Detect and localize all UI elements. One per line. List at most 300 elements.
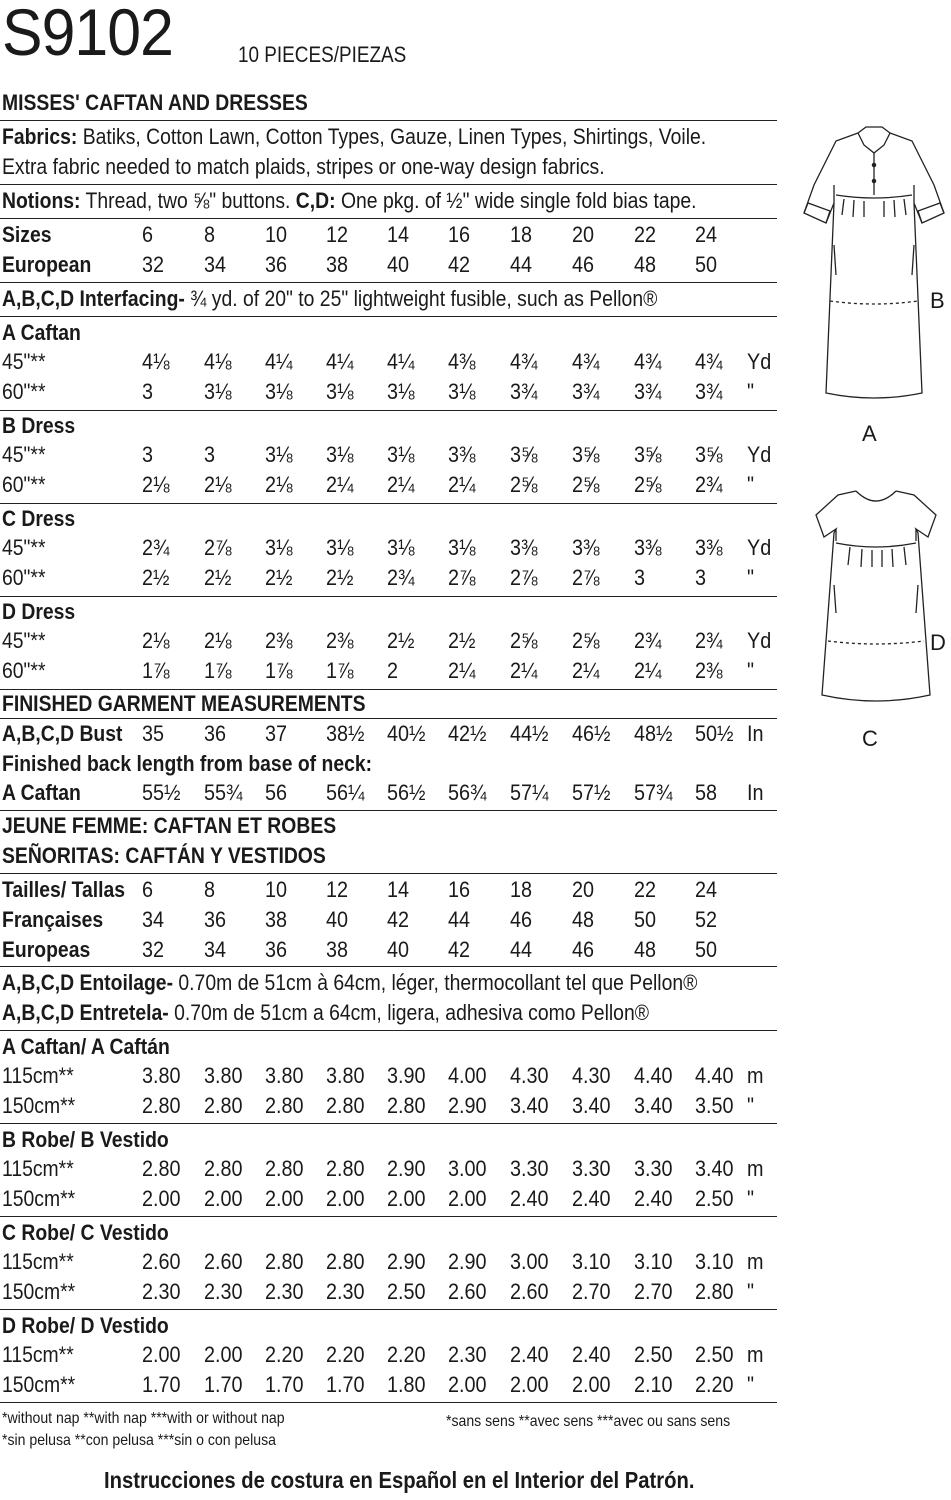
french-title-label: JEUNE FEMME: CAFTAN ET ROBES [2,813,337,838]
table-cell: 4.40 [695,1063,734,1088]
table-cell: 3⅛ [265,379,293,404]
table-cell: 40 [387,937,410,962]
table-cell: 2.50 [695,1342,734,1367]
table-cell: 44½ [510,721,549,746]
table-cell: 3.40 [510,1093,549,1118]
table-cell: 3⅝ [634,442,662,467]
table-cell: 3.10 [695,1249,734,1274]
yardage-row-label: 115cm** [2,1249,74,1274]
table-cell: 3¾ [572,379,600,404]
yardage-row-label: 150cm** [2,1279,76,1304]
fabrics-line-text [2,122,706,152]
table-cell: 4.00 [448,1063,487,1088]
table-cell: 3.30 [510,1156,549,1181]
table-cell: 56¾ [448,780,487,805]
table-cell: 2⅜ [695,658,723,683]
interfacing-line-text [2,284,657,314]
table-cell: 2¼ [448,658,476,683]
table-cell: 3⅛ [265,535,293,560]
table-cell: 36 [204,907,227,932]
table-cell: 3.40 [634,1093,673,1118]
table-cell: 8 [204,877,216,902]
sizes-row [2,220,777,250]
entoilage-line-text [2,968,697,998]
yardage-row-label: 115cm** [2,1156,74,1181]
interfacing-text: ¾ yd. of 20" to 25" lightweight fusible, such as Pellon® [184,286,658,311]
table-cell: 2.50 [387,1279,426,1304]
unit-label: Yd [747,442,772,467]
interfacing-label: A,B,C,D Interfacing- [2,286,185,311]
table-cell: 2.20 [265,1342,304,1367]
table-cell: 12 [326,877,349,902]
table-cell: 3.40 [695,1156,734,1181]
table-cell: 2⅛ [142,472,170,497]
notions-line-text [2,186,697,216]
divider-rule [0,1030,777,1031]
footnote-fr: *sans sens **avec sens ***avec ou sans sens [446,1413,731,1430]
table-cell: 3¾ [634,379,662,404]
table-cell: 2.00 [448,1186,487,1211]
table-cell: 57¼ [510,780,549,805]
table-cell: 2.00 [387,1186,426,1211]
table-cell: 2⅝ [572,628,600,653]
unit-label: m [747,1249,764,1274]
yardage-row-label: 45"** [2,628,46,653]
view-heading [2,597,777,627]
figure-label-b: B [930,288,945,313]
entoilage-line [2,968,777,998]
collar-shape [858,127,890,153]
table-cell: 2¾ [695,628,723,653]
table-cell: 3⅛ [326,535,354,560]
table-cell: 6 [142,877,154,902]
table-cell: 2⅝ [510,628,538,653]
table-cell: 2¾ [142,535,170,560]
table-cell: 4¼ [326,349,354,374]
fabrics-line [2,122,777,152]
yardage-row [2,563,777,593]
table-cell: 2½ [326,565,354,590]
table-cell: 1⅞ [142,658,170,683]
table-cell: 1⅞ [326,658,354,683]
table-cell: 46 [572,252,595,277]
table-cell: 2.30 [204,1279,243,1304]
sizes-row-label: Sizes [2,222,52,247]
yardage-row [2,440,777,470]
table-cell: 3⅛ [265,442,293,467]
unit-label: m [747,1156,764,1181]
table-cell: 2½ [142,565,170,590]
table-cell: 2.60 [142,1249,181,1274]
yardage-row [2,1277,777,1307]
unit-label: Yd [747,535,772,560]
table-cell: 1.70 [265,1372,304,1397]
unit-label: Yd [747,628,772,653]
unit-label: " [747,1186,755,1211]
table-cell: 46½ [572,721,611,746]
table-cell: 2.20 [387,1342,426,1367]
table-cell: 3⅛ [387,442,415,467]
table-cell: 3.30 [572,1156,611,1181]
yoke-seam [836,195,912,198]
table-cell: 2.60 [510,1279,549,1304]
table-cell: 4¼ [387,349,415,374]
tailles-row [2,875,777,905]
view-heading-label: D Robe/ D Vestido [2,1313,169,1338]
table-cell: 4¾ [510,349,538,374]
footnote-en: *without nap **with nap ***with or without nap [2,1410,285,1427]
table-cell: 3⅛ [204,379,232,404]
table-cell: 35 [142,721,165,746]
notions-text: Thread, two ⅝" buttons. [80,188,296,213]
table-cell: 3.50 [695,1093,734,1118]
table-cell: 14 [387,222,410,247]
table-cell: 2.90 [448,1093,487,1118]
unit-label: " [747,1279,755,1304]
fabrics-line-2-label: Extra fabric needed to match plaids, stripes or one-way design fabrics. [2,154,605,179]
hem-dash [828,641,924,644]
table-cell: 2.00 [448,1372,487,1397]
table-cell: 3 [204,442,216,467]
table-cell: 2⅛ [265,472,293,497]
table-cell: 38 [326,252,349,277]
europeas-row [2,935,777,965]
table-cell: 4¾ [634,349,662,374]
caftan-length-row-label: A Caftan [2,780,81,805]
table-cell: 2.40 [510,1186,549,1211]
table-cell: 2.30 [265,1279,304,1304]
table-cell: 56¼ [326,780,365,805]
table-cell: 22 [634,222,657,247]
table-cell: 40½ [387,721,426,746]
table-cell: 2.70 [634,1279,673,1304]
table-cell: 55½ [142,780,181,805]
figure-label-a: A [862,421,877,446]
spanish-title [2,841,777,871]
table-cell: 22 [634,877,657,902]
table-cell: 2.80 [142,1093,181,1118]
table-cell: 42 [387,907,410,932]
table-cell: 3⅛ [387,535,415,560]
table-cell: 1.70 [326,1372,365,1397]
table-cell: 2.50 [634,1342,673,1367]
table-cell: 2.30 [448,1342,487,1367]
table-cell: 4.30 [510,1063,549,1088]
table-cell: 3.80 [204,1063,243,1088]
table-cell: 10 [265,877,288,902]
divider-rule [0,1309,777,1310]
table-cell: 2½ [387,628,415,653]
table-cell: 44 [510,937,533,962]
divider-rule [0,1216,777,1217]
yardage-row-label: 45"** [2,442,46,467]
yardage-row-label: 60"** [2,658,46,683]
yardage-row-label: 150cm** [2,1186,76,1211]
pattern-number: S9102 [2,0,173,69]
divider-rule [0,1402,777,1403]
table-cell: 57½ [572,780,611,805]
table-cell: 2⅝ [572,472,600,497]
bust-row [2,719,777,749]
table-cell: 48½ [634,721,673,746]
table-cell: 4⅛ [204,349,232,374]
table-cell: 2.00 [326,1186,365,1211]
yardage-row-label: 150cm** [2,1093,76,1118]
dress-illustration-a-b [800,125,948,405]
table-cell: 2.80 [265,1249,304,1274]
table-cell: 58 [695,780,718,805]
table-cell: 3.30 [634,1156,673,1181]
yardage-row [2,533,777,563]
table-cell: 24 [695,222,718,247]
table-cell: 6 [142,222,154,247]
table-cell: 2.20 [326,1342,365,1367]
table-cell: 3⅜ [572,535,600,560]
table-cell: 38½ [326,721,365,746]
table-cell: 34 [204,937,227,962]
table-cell: 8 [204,222,216,247]
table-cell: 50 [695,937,718,962]
pieces-count: 10 PIECES/PIEZAS [238,42,407,67]
figure-label-d: D [930,630,946,655]
table-cell: 40 [387,252,410,277]
table-cell: 3⅝ [695,442,723,467]
table-cell: 2 [387,658,399,683]
view-heading [2,504,777,534]
table-cell: 4.30 [572,1063,611,1088]
table-cell: 36 [204,721,227,746]
table-cell: 24 [695,877,718,902]
table-cell: 3⅛ [448,379,476,404]
table-cell: 16 [448,877,471,902]
fabrics-line-2 [2,152,777,182]
table-cell: 12 [326,222,349,247]
table-cell: 2.50 [695,1186,734,1211]
divider-rule [0,316,777,317]
bust-row-label: A,B,C,D Bust [2,721,123,746]
unit-label: In [747,780,764,805]
table-cell: 2¼ [510,658,538,683]
divider-rule [0,873,777,874]
interfacing-line [2,284,777,314]
divider-rule [0,1123,777,1124]
view-heading-label: B Dress [2,413,76,438]
back-length-heading-label: Finished back length from base of neck: [2,751,373,776]
francaises-row [2,905,777,935]
yardage-row [2,656,777,686]
table-cell: 2.40 [510,1342,549,1367]
table-cell: 2.80 [204,1156,243,1181]
table-cell: 46 [572,937,595,962]
caftan-length-row [2,778,777,808]
view-heading [2,1125,777,1155]
table-cell: 57¾ [634,780,673,805]
yardage-row-label: 115cm** [2,1063,74,1088]
table-cell: 4¼ [265,349,293,374]
table-cell: 3.80 [326,1063,365,1088]
yardage-row [2,1184,777,1214]
table-cell: 32 [142,252,165,277]
yardage-row-label: 60"** [2,472,46,497]
table-cell: 38 [326,937,349,962]
table-cell: 4¾ [695,349,723,374]
spanish-title-label: SEÑORITAS: CAFTÁN Y VESTIDOS [2,843,326,868]
table-cell: 3⅛ [387,379,415,404]
yardage-row-label: 150cm** [2,1372,76,1397]
view-heading-label: C Dress [2,506,76,531]
unit-label: " [747,565,755,590]
yardage-row [2,1340,777,1370]
table-cell: 18 [510,222,533,247]
table-cell: 2.80 [326,1093,365,1118]
view-heading-label: C Robe/ C Vestido [2,1220,169,1245]
table-cell: 2¼ [634,658,662,683]
unit-label: m [747,1342,764,1367]
measurements-title [2,689,777,719]
yardage-row [2,1061,777,1091]
table-cell: 3⅜ [448,442,476,467]
table-cell: 38 [265,907,288,932]
european-row [2,250,777,280]
table-cell: 2¾ [634,628,662,653]
table-cell: 3⅝ [572,442,600,467]
table-cell: 2¼ [572,658,600,683]
table-cell: 50 [695,252,718,277]
table-cell: 2¼ [326,472,354,497]
table-cell: 2.10 [634,1372,673,1397]
view-heading-label: D Dress [2,599,76,624]
entretela-label: A,B,C,D Entretela- [2,1000,169,1025]
unit-label: " [747,658,755,683]
table-cell: 50½ [695,721,734,746]
table-cell: 1⅞ [265,658,293,683]
table-cell: 42 [448,252,471,277]
divider-rule [0,966,777,967]
table-cell: 2½ [204,565,232,590]
yardage-row-label: 115cm** [2,1342,74,1367]
table-cell: 2.00 [510,1372,549,1397]
table-cell: 3¾ [510,379,538,404]
europeas-row-label: Europeas [2,937,91,962]
table-cell: 14 [387,877,410,902]
table-cell: 4¾ [572,349,600,374]
table-cell: 2⅜ [326,628,354,653]
yardage-row-label: 60"** [2,379,46,404]
table-cell: 37 [265,721,288,746]
table-cell: 2.80 [326,1156,365,1181]
table-cell: 56½ [387,780,426,805]
notions-cd: C,D: [295,188,336,213]
table-cell: 2.00 [204,1186,243,1211]
table-cell: 3⅛ [326,379,354,404]
table-cell: 2⅞ [448,565,476,590]
table-cell: 3⅜ [634,535,662,560]
table-cell: 36 [265,937,288,962]
european-row-label: European [2,252,92,277]
entretela-line-text [2,998,649,1028]
table-cell: 46 [510,907,533,932]
table-cell: 2.80 [326,1249,365,1274]
francaises-row-label: Françaises [2,907,104,932]
table-cell: 2¼ [387,472,415,497]
table-cell: 3 [695,565,707,590]
table-cell: 3.90 [387,1063,426,1088]
table-cell: 2.90 [387,1249,426,1274]
table-cell: 20 [572,222,595,247]
table-cell: 2.60 [204,1249,243,1274]
divider-rule [0,282,777,283]
yardage-row [2,1370,777,1400]
spanish-instructions-note: Instrucciones de costura en Español en el Interior del Patrón. [104,1467,695,1493]
table-cell: 2.00 [142,1342,181,1367]
view-heading [2,1218,777,1248]
table-cell: 2.40 [572,1186,611,1211]
view-heading-label: A Caftan/ A Caftán [2,1034,170,1059]
fabrics-text: Batiks, Cotton Lawn, Cotton Types, Gauze, Linen Types, Shirtings, Voile. [77,124,707,149]
table-cell: 52 [695,907,718,932]
table-cell: 2.40 [634,1186,673,1211]
yardage-row [2,377,777,407]
unit-label: " [747,1093,755,1118]
bodice-outline [816,491,936,701]
french-title [2,811,777,841]
yardage-row [2,1091,777,1121]
figure-label-c: C [862,726,878,751]
table-cell: 55¾ [204,780,243,805]
yardage-row [2,626,777,656]
table-cell: 48 [634,937,657,962]
table-cell: 44 [448,907,471,932]
table-cell: 3¾ [695,379,723,404]
table-cell: 2.30 [142,1279,181,1304]
unit-label: " [747,472,755,497]
table-cell: 2.80 [695,1279,734,1304]
table-cell: 48 [572,907,595,932]
table-cell: 2⅛ [204,628,232,653]
divider-rule [0,120,777,121]
table-cell: 3 [634,565,646,590]
table-cell: 40 [326,907,349,932]
table-cell: 1.80 [387,1372,426,1397]
table-cell: 2⅜ [265,628,293,653]
table-cell: 4⅜ [448,349,476,374]
table-cell: 3.80 [265,1063,304,1088]
table-cell: 2.90 [387,1156,426,1181]
table-cell: 3.10 [634,1249,673,1274]
entretela-line [2,998,777,1028]
view-heading [2,1311,777,1341]
dress-illustration-c-d [806,485,946,715]
unit-label: m [747,1063,764,1088]
table-cell: 3.10 [572,1249,611,1274]
table-cell: 3.40 [572,1093,611,1118]
yardage-row-label: 45"** [2,349,46,374]
table-cell: 3⅛ [448,535,476,560]
view-heading [2,1032,777,1062]
table-cell: 34 [142,907,165,932]
table-cell: 20 [572,877,595,902]
table-cell: 2.90 [448,1249,487,1274]
notions-label: Notions: [2,188,81,213]
table-cell: 2½ [448,628,476,653]
notions-line [2,186,777,216]
yardage-row [2,470,777,500]
table-cell: 16 [448,222,471,247]
view-heading [2,318,777,348]
divider-rule [0,218,777,219]
table-cell: 2.80 [265,1156,304,1181]
table-cell: 32 [142,937,165,962]
